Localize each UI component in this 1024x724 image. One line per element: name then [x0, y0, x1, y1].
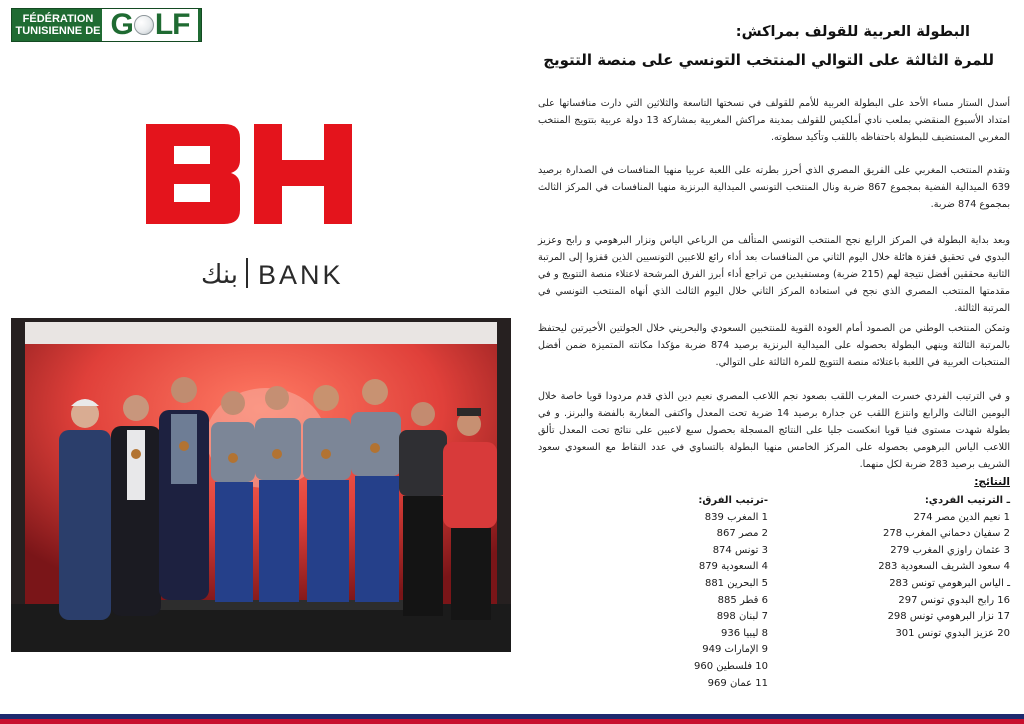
individual-rank-item: 1 نعيم الدين مصر 274	[913, 511, 1010, 523]
individual-rank-item: 2 سفيان دحماني المغرب 278	[883, 528, 1010, 540]
article-paragraph-3: وبعد بداية البطولة في المركز الرابع نجح المنتخب التونسي المتألف من الرباعي الياس ونزار البرهومي و رابح وعزيز البدوي في تحقيق قفزة هائلة خلال اليوم الثاني من المنافسات بعد أداء رائع للاعبين التونسيين الذين قفزوا إلى المرتبة الثانية محققين أفضل نتيجة لهم (215 ضربة) ومستفيدين من تراجع أداء أبرز الفرق المرشحة لاعتلاء منصة التتويج و في مقدمتها المنتخب المصري الذي نجح في استعادة المركز الثاني خلال اليوم الثالث الذي أنهاه المنتخب التونسي في المرتبة الثالثة.	[538, 235, 1010, 314]
logo-line-1: FÉDÉRATION	[22, 13, 94, 25]
individual-rank-item: ـ الياس البرهومي تونس 283	[889, 577, 1010, 589]
team-rank-item: 3 تونس 874	[712, 544, 768, 556]
logo-line-2: TUNISIENNE DE	[15, 25, 101, 37]
article-title-line-2: للمرة الثالثة على التوالي المنتخب التونسي على منصة التتويج	[543, 51, 994, 69]
article-paragraph-1: أسدل الستار مساء الأحد على البطولة العربية للأمم للقولف في نسختها التاسعة والثلاثين التي دارت منافساتها على امتداد الأسبوع المنقضي بملعب نادي أملكيس للقولف بمدينة مراكش المغربية بمشاركة 13 دولة عربية بتتويج المنتخب المغربي المستضيف للبطولة باحتفاظه باللقب وتأكيد سطوته.	[538, 98, 1010, 143]
individual-rank-item: 16 رابح البدوي تونس 297	[898, 594, 1010, 606]
article-title-line-1: البطولة العربية للقولف بمراكش:	[735, 24, 970, 40]
golf-word-post: LF	[154, 8, 190, 41]
team-rank-item: 8 ليبيا 936	[721, 627, 768, 639]
team-rank-item: 4 السعودية 879	[698, 561, 768, 573]
individual-rank-item: 17 نزار البرهومي تونس 298	[887, 611, 1010, 623]
team-rank-item: 11 عمان 969	[707, 677, 768, 689]
team-ranking	[588, 493, 768, 692]
bh-bank-logo-graphic	[140, 118, 360, 298]
golf-ball-icon	[134, 15, 154, 35]
federation-logo	[11, 8, 202, 42]
team-rank-item: 1 المغرب 839	[704, 511, 768, 523]
footer-color-bar	[0, 714, 1024, 724]
article-paragraph-4: وتمكن المنتخب الوطني من الصمود أمام العودة القوية للمنتخبين السعودي والبحريني خلال الجولتين الأخيرتين ليحتفظ بالمرتبة الثالثة وينهي البطولة بحصوله على الميدالية البرنزية برصيد 874 ضربة مؤكدا مكانته المتميزة ضمن أفضل المنتخبات العربية في اللعبة باعتلائه منصة التتويج للمرة الثالثة على التوالي.	[538, 323, 1010, 368]
federation-logo-text	[12, 13, 102, 37]
podium-photo-illustration	[11, 318, 511, 652]
team-podium-photo	[11, 318, 511, 652]
individual-ranking	[810, 493, 1010, 642]
team-rank-item: 10 فلسطين 960	[693, 660, 768, 672]
bh-bank-logo	[140, 118, 360, 298]
team-ranking-header: -ترتيب الفرق:	[698, 495, 768, 506]
results-title: النتائج:	[974, 476, 1010, 488]
golf-wordmark	[102, 9, 198, 41]
team-rank-item: 9 الإمارات 949	[702, 644, 768, 656]
article-paragraph-5: و في الترتيب الفردي خسرت المغرب اللقب بصعود نجم اللاعب المصري نعيم دين الذي قدم مردودا قويا خاصة خلال اليومين الثالث والرابع وانتزع اللقب عن جدارة برصيد 14 ضربة تحت المعدل واكتفى المغاربة بالفضة والبرنز. و في بطولة شهدت مستوى فنيا قويا انعكست جليا على النتائج المسجلة بحصول سبع لاعبين على نتائج تحت المعدل تألق اللاعب الياس البرهومي بحصوله على المركز الخامس منهيا البطولة بالتساوي في عدد النقاط مع السعودي سعود الشريف برصيد 283 ضربة لكل منهما.	[538, 391, 1010, 470]
bh-latin-name: BANK	[258, 260, 344, 290]
team-rank-item: 6 قطر 885	[717, 594, 768, 606]
individual-rank-item: 3 عثمان راوزي المغرب 279	[890, 544, 1010, 556]
bh-arabic-name: بنك	[201, 260, 238, 290]
team-rank-item: 7 لبنان 898	[716, 611, 768, 623]
individual-ranking-header: ـ الترتيب الفردي:	[924, 495, 1010, 506]
individual-rank-item: 4 سعود الشريف السعودية 283	[878, 561, 1010, 573]
golf-word-pre: G	[110, 8, 133, 41]
individual-rank-item: 20 عزيز البدوي تونس 301	[895, 627, 1010, 639]
team-rank-item: 5 البحرين 881	[704, 577, 768, 589]
article-paragraph-2: وتقدم المنتخب المغربي على الفريق المصري الذي أحرز بطرته على اللعبة عربيا منهيا المنافسات في الصدارة برصيد 639 الميدالية الفضية بمجموع 867 ضربة ونال المنتخب التونسي الميدالية البرنزية منهيا المنافسات في المركز الثالث بمجموع 874 ضربة.	[538, 165, 1010, 210]
team-rank-item: 2 مصر 867	[716, 528, 768, 540]
